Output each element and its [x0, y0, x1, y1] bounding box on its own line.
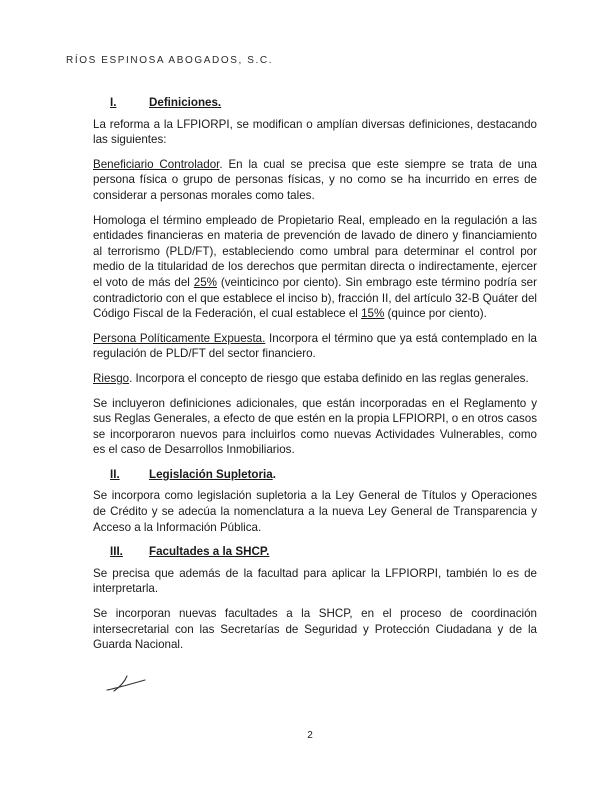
paragraph-propietario-real — [93, 213, 537, 322]
section-heading-legislacion-supletoria — [93, 467, 537, 483]
section-heading-definiciones — [93, 95, 537, 111]
section-title: Facultades a la SHCP. — [149, 545, 270, 559]
paragraph-persona-politicamente-expuesta — [93, 331, 537, 362]
paragraph-text: (veinticinco por ciento). Sin embrago este término podría ser contradictorio con el que establece el inciso b), fracción II, del artículo 32-B Quáter del Código Fiscal de la Federación, el cual establece el — [93, 275, 537, 321]
paragraph-legislacion-supletoria: Se incorpora como legislación supletoria a la Ley General de Títulos y Operaciones de Crédito y se adecúa la nomenclatura a la nueva Ley General de Transparencia y Acceso a la Información Pública. — [93, 489, 537, 534]
section-number: I. — [110, 96, 117, 109]
paragraph-text: . En la cual se precisa que este siempre se trata de una persona física o grupo de personas físicas, y no como se ha incurrido en erres de considerar a personas morales como tales. — [93, 157, 537, 202]
paragraph-text: . Incorpora el concepto de riesgo que estaba definido en las reglas generales. — [129, 371, 529, 385]
term-riesgo: Riesgo — [93, 371, 130, 385]
section-title: Definiciones. — [149, 96, 222, 109]
paragraph-beneficiario-controlador — [93, 157, 537, 204]
paragraph-text: Incorpora el término que ya está contemplado en la regulación de PLD/FT del sector financiero. — [93, 331, 537, 361]
percentage-25: 25% — [193, 275, 217, 289]
section-heading-facultades-shcp — [93, 544, 537, 560]
paragraph-riesgo — [93, 371, 537, 387]
page-number: 2 — [307, 730, 313, 741]
term-persona-politicamente-expuesta: Persona Políticamente Expuesta. — [93, 331, 266, 345]
firm-letterhead: RÍOS ESPINOSA ABOGADOS, S.C. — [66, 55, 274, 66]
paragraph-facultad-interpretar: Se precisa que además de la facultad para aplicar la LFPIORPI, también lo es de interpretarla. — [93, 566, 537, 596]
term-beneficiario-controlador: Beneficiario Controlador — [93, 157, 220, 171]
section-title-suffix: . — [272, 467, 276, 481]
paragraph-text: Homologa el término empleado de Propietario Real, empleado en la regulación a las entidades financieras en materia de prevención de lavado de dinero y financiamiento al terrorismo (PLD/FT), estableciendo como umbral para determinar el control por medio de la titularidad de los derechos que permitan directa o indirectamente, ejercer el voto de más del — [93, 213, 537, 289]
paragraph-nuevas-facultades: Se incorporan nuevas facultades a la SHCP, en el proceso de coordinación intersecretarial con las Secretarías de Seguridad y Protección Ciudadana y de la Guarda Nacional. — [93, 607, 537, 652]
document-body — [93, 95, 537, 662]
section-title: Legislación Supletoria — [149, 467, 273, 481]
paragraph-definiciones-adicionales: Se incluyeron definiciones adicionales, que están incorporadas en el Reglamento y sus Reglas Generales, a efecto de que estén en la propia LFPIORPI, o en otros casos se incorporaron nuevos para incluirlos como nuevas Actividades Vulnerables, como es el caso de Desarrollos Inmobiliarios. — [93, 396, 537, 457]
section-number: II. — [110, 467, 120, 481]
signature-mark — [105, 672, 157, 694]
paragraph-text: (quince por ciento). — [384, 307, 487, 321]
percentage-15: 15% — [361, 307, 385, 321]
section-title-wrapper — [149, 467, 276, 483]
paragraph-reforma-intro: La reforma a la LFPIORPI, se modifican o amplían diversas definiciones, destacando las siguientes: — [93, 117, 537, 147]
section-number: III. — [110, 545, 123, 559]
